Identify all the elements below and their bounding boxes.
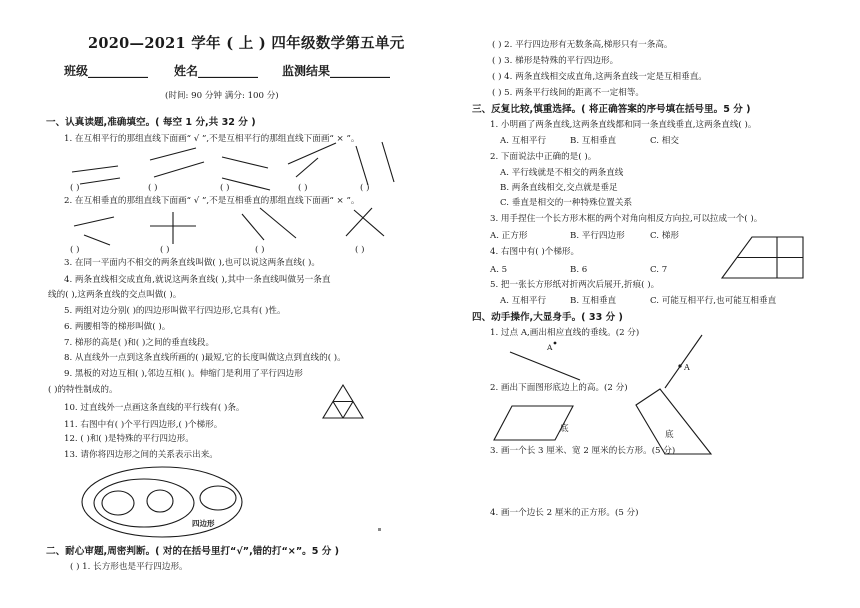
answer-paren[interactable]: ( )	[148, 183, 158, 193]
s1-question-7: 7. 梯形的高是( )和( )之间的垂直线段。	[64, 338, 215, 348]
s4-question-2: 2. 画出下面图形底边上的高。(2 分)	[490, 383, 628, 393]
perpendicular-lines-figure	[74, 208, 384, 245]
s4-question-1: 1. 过点 A,画出相应直线的垂线。(2 分)	[490, 328, 640, 338]
s1-question-11: 11. 右图中有( )个平行四边形,( )个梯形。	[64, 420, 223, 430]
s1-question-13: 13. 请你将四边形之间的关系表示出来。	[64, 450, 218, 460]
base-label: 底	[560, 424, 569, 434]
class-field[interactable]: 班级__________	[64, 64, 149, 78]
s2-question-4[interactable]: ( ) 4. 两条直线相交成直角,这两条直线一定是互相垂直。	[492, 72, 707, 82]
point-a-label: A	[547, 343, 553, 352]
section-3-title: 三、反复比较,慎重选择。( 将正确答案的序号填在括号里。5 分 )	[472, 104, 751, 115]
s3-q3-option-b[interactable]: B. 平行四边形	[570, 231, 625, 241]
s3-q3-option-c[interactable]: C. 梯形	[650, 231, 679, 241]
triangle-grid-figure	[323, 385, 363, 418]
parallel-lines-figure	[72, 142, 394, 190]
s2-question-1[interactable]: ( ) 1. 长方形也是平行四边形。	[70, 562, 188, 572]
base-label: 底	[665, 430, 674, 440]
s3-q5-option-a[interactable]: A. 互相平行	[500, 296, 547, 306]
s3-q4-option-b[interactable]: B. 6	[570, 265, 588, 275]
s3-q2-option-c[interactable]: C. 垂直是相交的一种特殊位置关系	[500, 198, 633, 208]
scan-mark	[378, 528, 381, 531]
s1-question-6: 6. 两腰相等的梯形叫做( )。	[64, 322, 171, 332]
answer-paren[interactable]: ( )	[160, 245, 170, 255]
height-drawing-figure[interactable]	[494, 389, 711, 454]
s3-q1-option-b[interactable]: B. 互相垂直	[570, 136, 617, 146]
s3-q1-option-a[interactable]: A. 互相平行	[500, 136, 547, 146]
s2-question-2[interactable]: ( ) 2. 平行四边形有无数条高,梯形只有一条高。	[492, 40, 673, 50]
section-2-title: 二、耐心审题,周密判断。( 对的在括号里打“√”,错的打“×”。5 分 )	[46, 546, 340, 557]
s1-question-12: 12. ( )和( )是特殊的平行四边形。	[64, 434, 194, 444]
s2-question-3[interactable]: ( ) 3. 梯形是特殊的平行四边形。	[492, 56, 619, 66]
s3-question-2: 2. 下面说法中正确的是( )。	[490, 152, 597, 162]
s1-question-1: 1. 在互相平行的那组直线下面画“ √ ”,不是互相平行的那组直线下面画“ × ”。	[64, 134, 360, 144]
answer-paren[interactable]: ( )	[255, 245, 265, 255]
trapezoid-grid-figure	[722, 237, 803, 278]
perpendicular-drawing-figure[interactable]	[510, 335, 702, 388]
quadrilateral-label: 四边形	[192, 519, 215, 528]
s1-question-8: 8. 从直线外一点到这条直线所画的( )最短,它的长度叫做这点到直线的( )。	[64, 353, 346, 363]
s3-q5-option-c[interactable]: C. 可能互相平行,也可能互相垂直	[650, 296, 777, 306]
s3-question-5: 5. 把一张长方形纸对折两次后展开,折痕( )。	[490, 280, 660, 290]
s3-q4-option-c[interactable]: C. 7	[650, 265, 668, 275]
s4-question-3: 3. 画一个长 3 厘米、宽 2 厘米的长方形。(5 分)	[490, 446, 676, 456]
name-field[interactable]: 姓名__________	[174, 64, 259, 78]
section-1-title: 一、认真读题,准确填空。( 每空 1 分,共 32 分 )	[46, 117, 256, 128]
s3-q5-option-b[interactable]: B. 互相垂直	[570, 296, 617, 306]
s1-question-10: 10. 过直线外一点画这条直线的平行线有( )条。	[64, 403, 245, 413]
answer-paren[interactable]: ( )	[70, 183, 80, 193]
s3-q2-option-b[interactable]: B. 两条直线相交,交点就是垂足	[500, 183, 618, 193]
s1-question-9a: 9. 黑板的对边互相( ),邻边互相( )。伸缩门是利用了平行四边形	[64, 369, 303, 379]
result-field[interactable]: 监测结果__________	[282, 64, 391, 78]
s1-question-3: 3. 在同一平面内不相交的两条直线叫做( ),也可以说这两条直线( )。	[64, 258, 320, 268]
s3-q4-option-a[interactable]: A. 5	[490, 265, 508, 275]
time-info: (时间: 90 分钟 满分: 100 分)	[165, 91, 279, 101]
s3-question-1: 1. 小明画了两条直线,这两条直线都和同一条直线垂直,这两条直线( )。	[490, 120, 757, 130]
s1-question-4a: 4. 两条直线相交成直角,就说这两条直线( ),其中一条直线叫做另一条直	[64, 275, 331, 285]
s1-question-5: 5. 两组对边分别( )的四边形叫做平行四边形,它具有( )性。	[64, 306, 286, 316]
page-title: 2020—2021 学年 ( 上 ) 四年级数学第五单元	[88, 35, 405, 52]
s3-q3-option-a[interactable]: A. 正方形	[490, 231, 528, 241]
s4-question-4: 4. 画一个边长 2 厘米的正方形。(5 分)	[490, 508, 639, 518]
s3-q1-option-c[interactable]: C. 相交	[650, 136, 679, 146]
answer-paren[interactable]: ( )	[355, 245, 365, 255]
s3-question-3: 3. 用手捏住一个长方形木框的两个对角向相反方向拉,可以拉成一个( )。	[490, 214, 763, 224]
s1-question-9b: ( )的特性制成的。	[48, 385, 118, 395]
point-a-label: A	[684, 363, 690, 372]
s3-question-4: 4. 右图中有( )个梯形。	[490, 247, 580, 257]
s1-question-4b: 线的( ),这两条直线的交点叫做( )。	[48, 290, 182, 300]
s2-question-5[interactable]: ( ) 5. 两条平行线间的距离不一定相等。	[492, 88, 645, 98]
quadrilateral-relation-diagram[interactable]	[82, 467, 242, 537]
s3-q2-option-a[interactable]: A. 平行线就是不相交的两条直线	[500, 168, 624, 178]
answer-paren[interactable]: ( )	[360, 183, 370, 193]
s1-question-2: 2. 在互相垂直的那组直线下面画“ √ ”,不是互相垂直的那组直线下面画“ × ”。	[64, 196, 360, 206]
answer-paren[interactable]: ( )	[298, 183, 308, 193]
answer-paren[interactable]: ( )	[70, 245, 80, 255]
answer-paren[interactable]: ( )	[220, 183, 230, 193]
section-4-title: 四、动手操作,大显身手。( 33 分 )	[472, 312, 623, 323]
